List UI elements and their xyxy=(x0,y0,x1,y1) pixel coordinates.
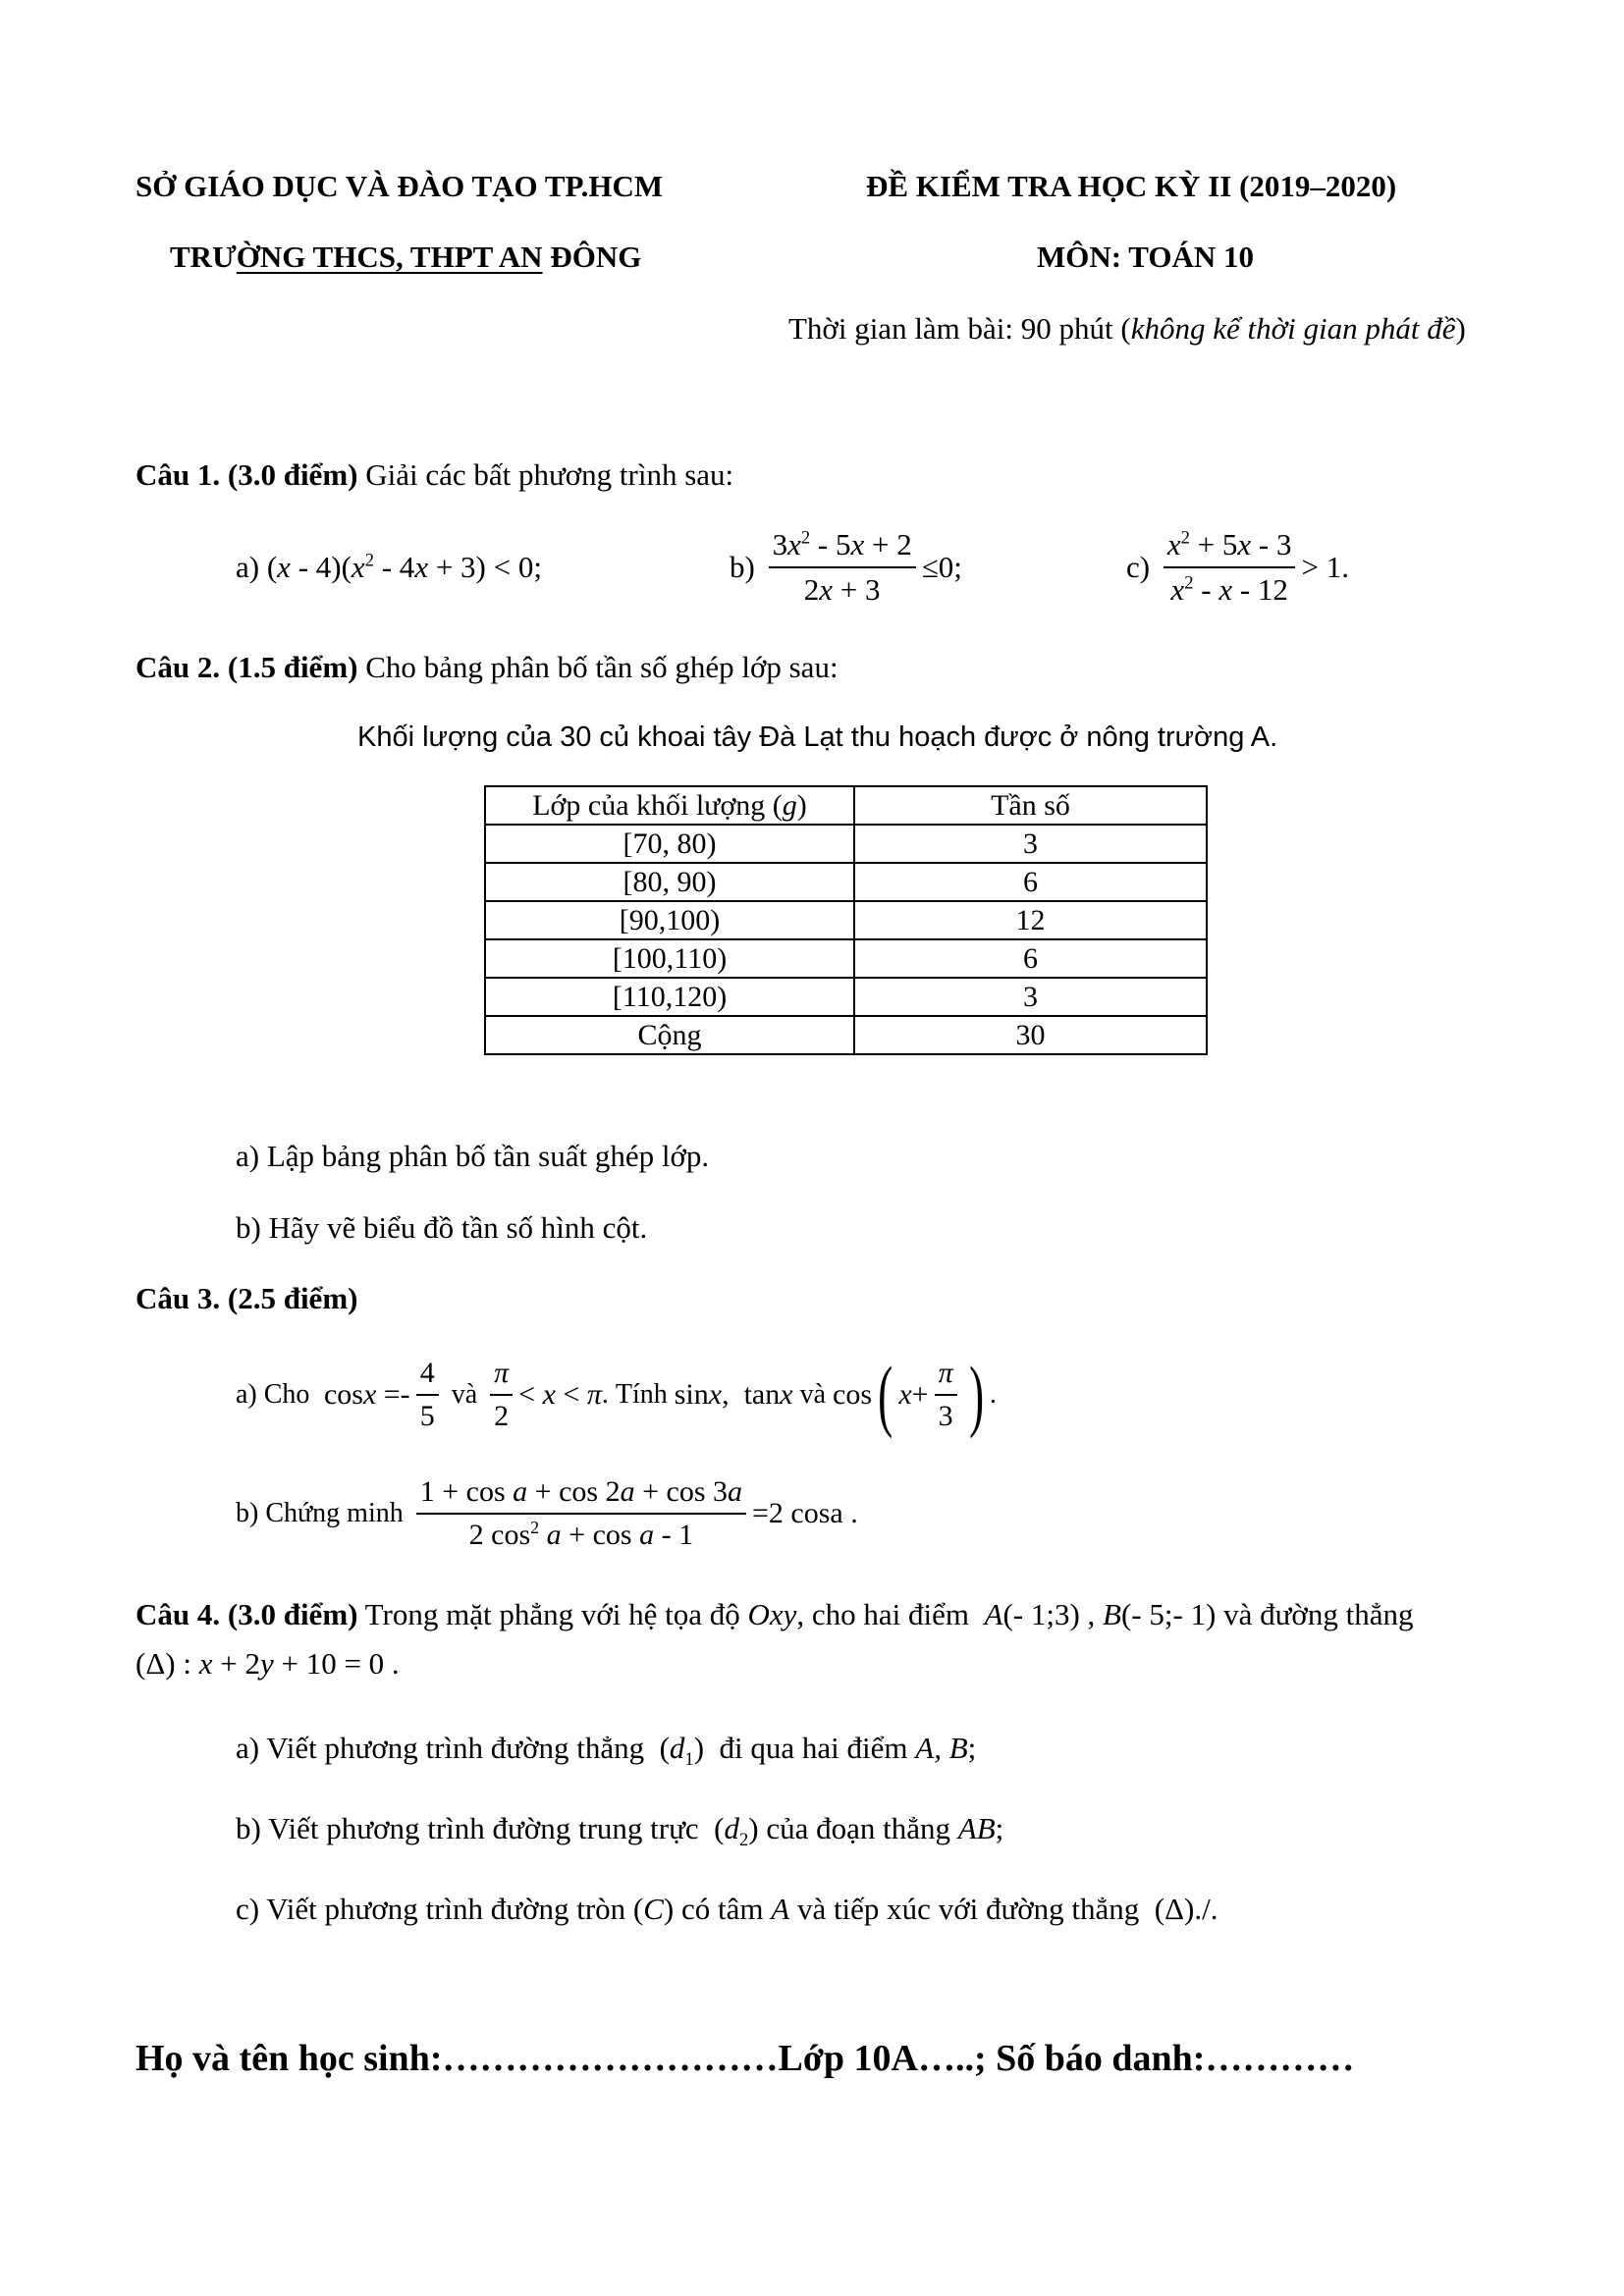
question-3b xyxy=(236,1475,858,1552)
table-cell-frequency: 12 xyxy=(854,901,1207,939)
question-4c-text2: ) có tâm xyxy=(663,1892,764,1926)
question-3a-range: < x < π xyxy=(518,1378,602,1411)
question-3a-cos: cosx =- xyxy=(316,1378,410,1411)
school-name-post: ĐÔNG xyxy=(542,240,642,274)
department-name: SỞ GIÁO DỤC VÀ ĐÀO TẠO TP.HCM xyxy=(135,169,664,203)
question-4b: b) Viết phương trình đường trung trực $(d_2)$ của đoạn thẳng AB; xyxy=(236,1811,1004,1851)
table-row xyxy=(485,939,1207,978)
frequency-table xyxy=(484,785,1208,1055)
question-2-text: Cho bảng phân bố tần số ghép lớp sau: xyxy=(357,650,839,684)
school-name xyxy=(170,240,641,275)
table-caption: Khối lượng của 30 củ khoai tây Đà Lạt thu hoạch được ở nông trường A. xyxy=(357,721,1278,753)
question-1a xyxy=(236,550,542,585)
question-3a-and: và xyxy=(451,1379,478,1410)
school-name-underlined: ỜNG THCS, THPT AN xyxy=(236,240,543,274)
question-4c-text1: c) Viết phương trình đường tròn ( xyxy=(236,1892,644,1926)
question-3a-prefix: a) Cho xyxy=(236,1379,310,1410)
question-4a-end: ; xyxy=(967,1731,977,1765)
question-4-oxy: Oxy xyxy=(747,1597,797,1631)
question-3b-result: =2 cosa . xyxy=(752,1497,858,1529)
time-limit xyxy=(788,311,1466,347)
table-header-frequency: Tần số xyxy=(854,786,1207,825)
table-cell-frequency: 3 xyxy=(854,825,1207,863)
table-row xyxy=(485,901,1207,939)
table-cell-class: [90,100) xyxy=(485,901,854,939)
table-cell-class: [70, 80) xyxy=(485,825,854,863)
question-2-label: Câu 2. (1.5 điểm) xyxy=(135,650,358,684)
question-1c-fraction: $\frac{x^2 + 5x - 3}{x^2 - x - 12}$ xyxy=(1164,527,1296,608)
question-2b: b) Hãy vẽ biểu đồ tần số hình cột. xyxy=(236,1210,648,1245)
time-limit-suffix: ) xyxy=(1455,311,1466,346)
question-1c-relation: > 1. xyxy=(1301,550,1349,584)
question-3a-cos2: cos xyxy=(833,1378,873,1411)
left-paren: ( xyxy=(878,1350,893,1439)
question-3a-fraction: $\frac{4}{5}$ xyxy=(416,1357,439,1433)
question-4b-segment: AB xyxy=(957,1811,996,1845)
question-4c-center: A xyxy=(771,1892,790,1926)
question-4c-end: ./. xyxy=(1194,1892,1218,1926)
school-name-pre: TRƯ xyxy=(170,240,237,274)
table-row xyxy=(485,825,1207,863)
question-4-text3: và đường thẳng xyxy=(1223,1597,1414,1631)
table-total-row xyxy=(485,1016,1207,1054)
question-4-points: A(- 1;3) , B(- 5;- 1) xyxy=(984,1597,1217,1631)
question-3a-pi-third: $\frac{\pi}{3}$ xyxy=(935,1357,957,1433)
table-cell-frequency: 3 xyxy=(854,978,1207,1016)
time-limit-prefix: Thời gian làm bài: 90 phút ( xyxy=(788,311,1131,346)
question-4b-text2: của đoạn thẳng xyxy=(766,1811,951,1845)
question-3-label: Câu 3. (2.5 điểm) xyxy=(135,1281,358,1315)
question-4c: c) Viết phương trình đường tròn (C) có tâm A và tiếp xúc với đường thẳng (Δ)./. xyxy=(236,1892,1218,1926)
time-limit-note: không kể thời gian phát đề xyxy=(1130,311,1456,346)
student-info-line: Họ và tên học sinh:………………………Lớp 10A…..; Số báo danh:………… xyxy=(135,2038,1355,2079)
question-4b-text1: b) Viết phương trình đường trung trực xyxy=(236,1811,699,1845)
question-3a-and2: và xyxy=(799,1379,827,1410)
question-4-text1: Trong mặt phẳng với hệ tọa độ xyxy=(357,1597,748,1631)
question-2-heading xyxy=(135,650,839,685)
question-1b-fraction: $\frac{3x^2 - 5x + 2}{2x + 3}$ xyxy=(769,527,916,608)
question-4-text2: , cho hai điểm xyxy=(796,1597,969,1631)
subject-title: MÔN: TOÁN 10 xyxy=(1037,240,1255,274)
right-paren: ) xyxy=(968,1350,984,1439)
question-4a-points: A, B xyxy=(915,1731,968,1765)
question-4c-circle: C xyxy=(643,1892,664,1926)
table-header-class-close: ) xyxy=(796,789,807,822)
question-1b xyxy=(730,527,962,608)
table-header-class-text: Lớp của khối lượng ( xyxy=(532,789,783,822)
question-3b-fraction: $\frac{\text{1 + cos a + cos 2a + cos 3a}}{2 \cos^2 a + \cos a - 1}$ xyxy=(416,1475,746,1552)
question-4a-text1: a) Viết phương trình đường thẳng xyxy=(236,1731,645,1765)
question-1-label: Câu 1. (3.0 điểm) xyxy=(135,457,358,492)
exam-title: ĐỀ KIỂM TRA HỌC KỲ II (2019–2020) xyxy=(866,169,1397,203)
question-4c-text3: và tiếp xúc với đường thẳng xyxy=(796,1892,1140,1926)
table-header-class-var: g xyxy=(782,789,797,822)
table-cell-class: [100,110) xyxy=(485,939,854,978)
table-cell-class: [110,120) xyxy=(485,978,854,1016)
question-4-heading xyxy=(135,1597,1413,1632)
question-1-heading xyxy=(135,457,733,493)
question-4a-text2: đi qua hai điểm xyxy=(719,1731,908,1765)
question-1b-label: b) xyxy=(730,550,755,584)
question-4-label: Câu 4. (3.0 điểm) xyxy=(135,1597,358,1631)
table-header-class xyxy=(485,786,854,825)
table-cell-frequency: 6 xyxy=(854,939,1207,978)
question-1b-relation: ≤0; xyxy=(921,550,962,584)
question-3a-pi-half: $\frac{\pi}{2}$ xyxy=(490,1357,513,1433)
table-cell-total-label: Cộng xyxy=(485,1016,854,1054)
question-3b-prefix: b) Chứng minh xyxy=(236,1498,404,1528)
question-3a: a) Cho cosx =- $\frac{4}{5}$ và $\frac{\pi}{2}$ < x < π. Tính sinx, tanx và cos( x+ $\frac{\pi}{3}$ ) . xyxy=(236,1350,997,1439)
question-4a: a) Viết phương trình đường thẳng $(d_1)$ đi qua hai điểm A, B; xyxy=(236,1731,977,1771)
question-1-text: Giải các bất phương trình sau: xyxy=(357,457,734,492)
question-1a-formula: $(x - 4)(x^2 - 4x + 3) < 0$; xyxy=(266,550,542,584)
table-header-row xyxy=(485,786,1207,825)
question-4-line-equation: (Δ) : x + 2y + 10 = 0 . xyxy=(135,1646,400,1681)
table-row xyxy=(485,978,1207,1016)
question-3a-targets: sinx, tanx xyxy=(674,1378,793,1411)
table-cell-class: [80, 90) xyxy=(485,863,854,901)
question-1a-label: a) xyxy=(236,550,260,584)
question-1c-label: c) xyxy=(1126,550,1151,584)
table-cell-frequency: 6 xyxy=(854,863,1207,901)
question-2a: a) Lập bảng phân bố tần suất ghép lớp. xyxy=(236,1139,710,1173)
question-3a-tinh: . Tính xyxy=(601,1379,668,1410)
question-4b-end: ; xyxy=(995,1811,1004,1845)
question-1c xyxy=(1126,527,1349,608)
table-row xyxy=(485,863,1207,901)
table-cell-total-value: 30 xyxy=(854,1016,1207,1054)
